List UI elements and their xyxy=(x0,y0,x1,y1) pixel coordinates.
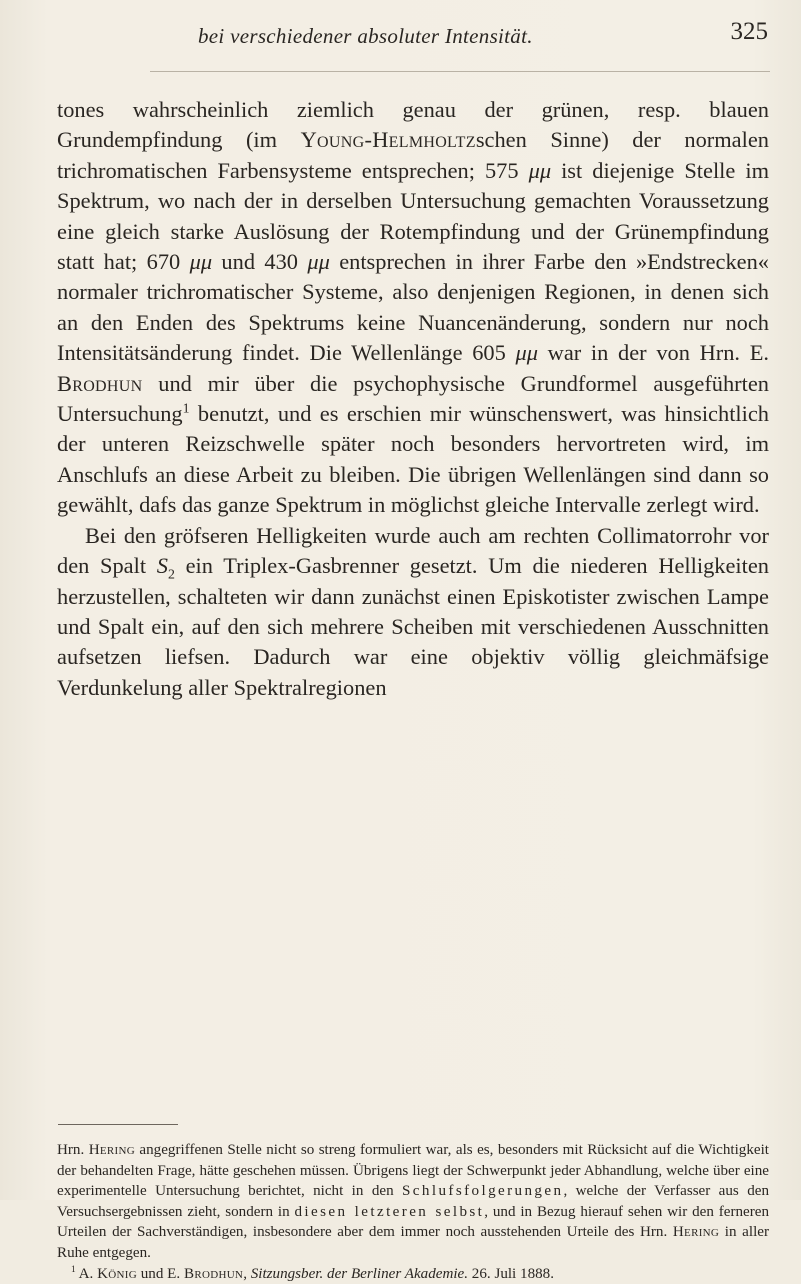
running-title: bei verschiedener absoluter Intensität. xyxy=(198,24,533,48)
body-text xyxy=(57,95,769,703)
name-brodhun: Brodhun xyxy=(183,1265,244,1282)
text-run: und mir über die psychophysische Grundformel ausgeführten Untersuchung xyxy=(57,370,769,427)
symbol-s: S xyxy=(156,553,168,579)
text-run: tones wahrscheinlich ziemlich genau der grünen, resp. blauen Grundempfindung (im xyxy=(57,97,769,153)
text-run: , xyxy=(243,1265,251,1282)
text-run: schen Sinne) der normalen trichromatischen Farbensysteme entsprechen; 575 xyxy=(57,127,769,183)
text-run: und 430 xyxy=(212,249,308,275)
text-run: , und in Bezug hierauf sehen wir den ferneren Urteilen der Sachverständigen, insbesondere aber dem immer noch ausstehenden Urteile des Hrn. xyxy=(57,1203,770,1241)
name-koenig: König xyxy=(97,1265,137,1282)
text-run: angegriffenen Stelle nicht so streng formuliert war, als es, besonders mit Rücksicht auf die Wichtigkeit der behandelten Frage, hätte geschehen müssen. Übrigens liegt der Schwerpunkt jeder Abhandlung, welche über eine experimentelle Untersuchung berichtet, nicht in den xyxy=(57,1142,769,1200)
text-run: war in der von Hrn. E. xyxy=(537,340,769,366)
text-run: Bei den gröfseren Helligkeiten wurde auch am rechten Collimatorrohr vor den Spalt xyxy=(57,522,769,579)
page-number: 325 xyxy=(730,18,768,45)
text-run: und E. xyxy=(136,1265,184,1282)
text-run: A. xyxy=(75,1265,98,1282)
name-hering: Hering xyxy=(88,1142,135,1158)
footnote-marker: 1 xyxy=(71,1264,76,1275)
text-run: , welche der Verfasser aus den Versuchsergebnissen zieht, sondern in xyxy=(57,1183,769,1220)
name-brodhun: Brodhun xyxy=(57,370,143,396)
paragraph-2 xyxy=(57,521,769,703)
footnote-ref-1: 1 xyxy=(182,401,190,417)
page-header xyxy=(58,18,768,58)
unit-mu-mu: μμ xyxy=(528,157,552,183)
header-rule xyxy=(150,71,770,72)
name-hering: Hering xyxy=(672,1224,720,1241)
unit-mu-mu: μμ xyxy=(189,249,213,275)
text-run: ist diejenige Stelle im Spektrum, wo nach der in derselben Untersuchung gemachten Voraussetzung eine gleich starke Auslösung der Rotempfindung und der Grünempfindung statt hat; 670 xyxy=(57,157,769,275)
name-young-helmholtz: Young-Helmholtz xyxy=(300,127,476,153)
paragraph-1 xyxy=(57,95,769,521)
text-run: in aller Ruhe entgegen. xyxy=(57,1224,769,1261)
text-run: entsprechen in ihrer Farbe den »Endstrecken« normaler trichromatischer Systeme, also denjenigen Regionen, in denen sich an den Enden des Spektrums keine Nuancenänderung, sondern nur noch Intensitätsänderung findet. Die Wellenlänge 605 xyxy=(57,249,769,366)
spaced-phrase: diesen letzteren selbst xyxy=(294,1203,485,1220)
footnote-1 xyxy=(57,1264,769,1284)
unit-mu-mu: μμ xyxy=(307,249,330,275)
footnote-continued xyxy=(57,1140,769,1264)
journal-title: Sitzungsber. der Berliner Akademie. xyxy=(250,1265,469,1282)
subscript-2: 2 xyxy=(167,567,175,583)
text-run: Hrn. xyxy=(57,1142,89,1158)
text-run: benutzt, und es erschien mir wünschenswert, was hinsichtlich der unteren Reizschwelle später noch besonders hervortreten wird, im Anschlufs an diese Arbeit zu bleiben. Die übrigen Wellenlängen sind dann so gewählt, dafs das ganze Spektrum in möglichst gleiche Intervalle zerlegt wird. xyxy=(57,401,769,518)
spaced-word: Schlufsfolgerungen xyxy=(402,1183,564,1200)
text-run: 26. Juli 1888. xyxy=(468,1265,554,1282)
text-run: ein Triplex-Gasbrenner gesetzt. Um die niederen Helligkeiten herzustellen, schalteten wir dann zunächst einen Episkotister zwischen Lampe und Spalt ein, auf den sich mehrere Scheiben mit verschiedenen Ausschnitten aufsetzen liefsen. Dadurch war eine objektiv völlig gleichmäfsige Verdunkelung aller Spektralregionen xyxy=(57,553,769,700)
footnote-separator xyxy=(58,1124,178,1125)
footnotes xyxy=(57,1140,769,1284)
unit-mu-mu: μμ xyxy=(515,340,538,366)
